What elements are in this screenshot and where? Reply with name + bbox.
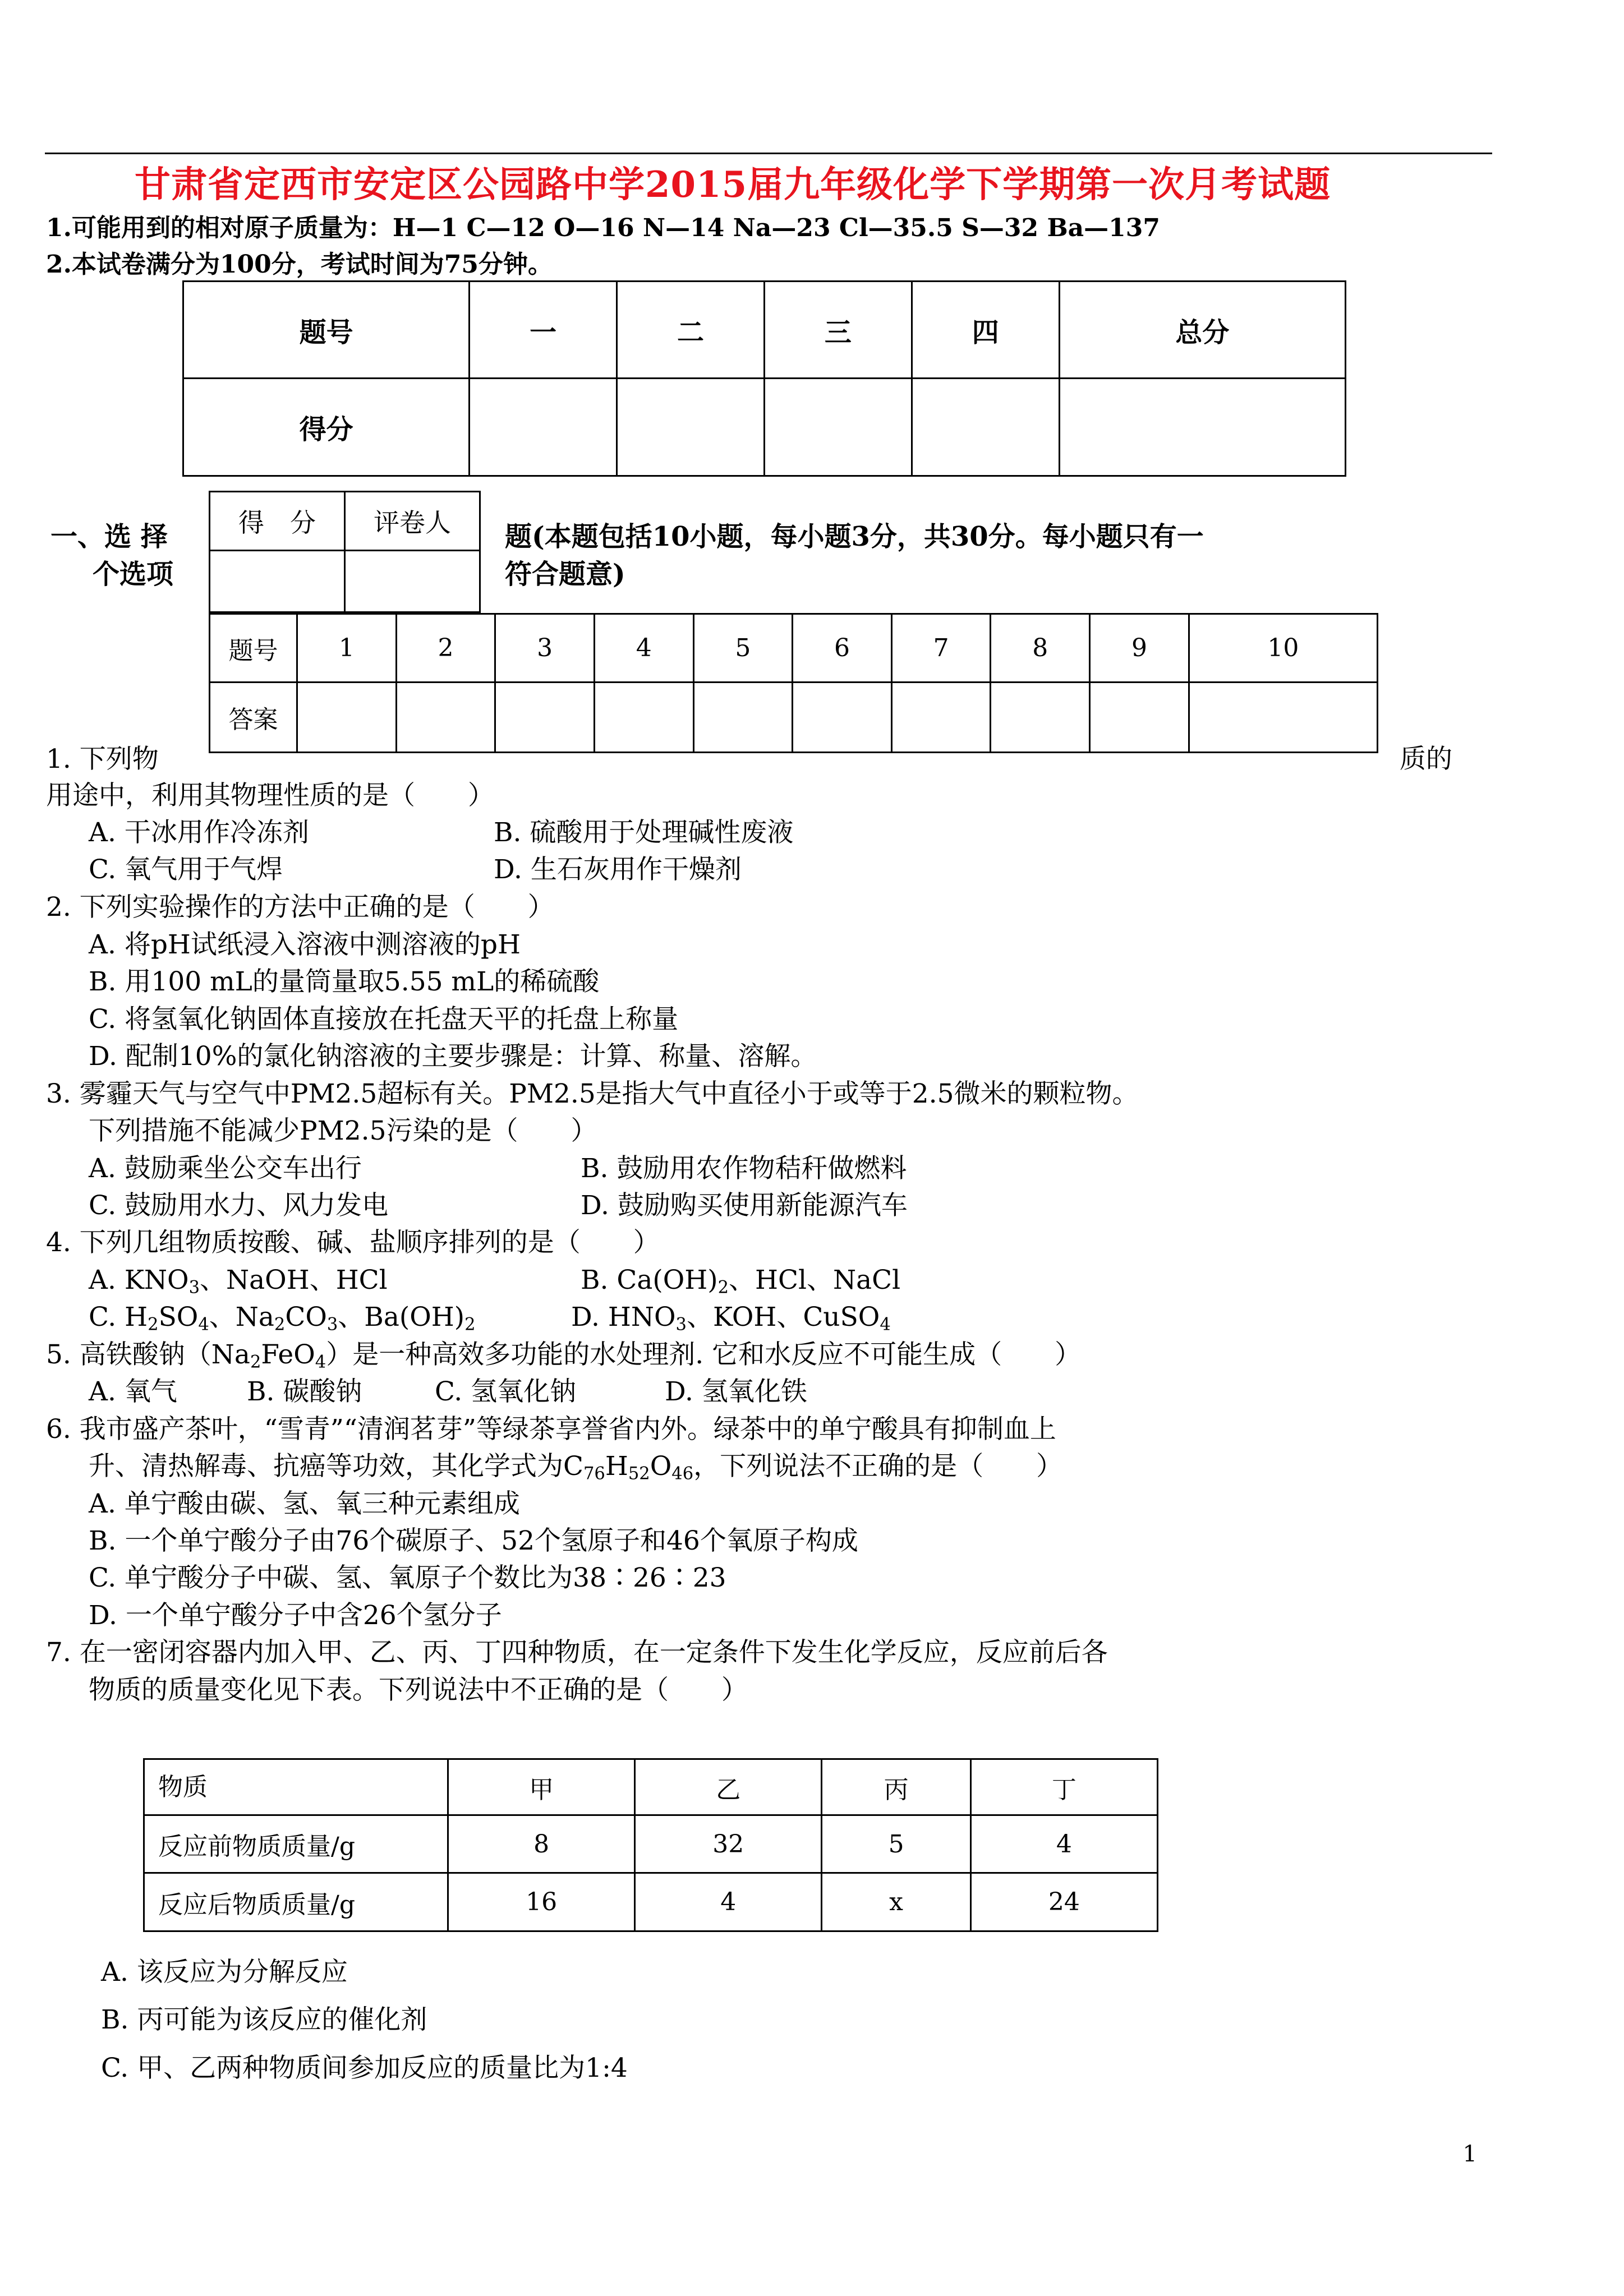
answer-number: 4: [594, 614, 693, 683]
answer-number: 8: [991, 614, 1090, 683]
q6-option-d: D. 一个单宁酸分子中含26个氢分子: [89, 1600, 502, 1631]
answer-cell[interactable]: [396, 683, 495, 753]
score-cell[interactable]: [1059, 379, 1345, 476]
q7-table-cell: 5: [822, 1815, 970, 1873]
q4-option-d: D. $HNO_3$、KOH、CuSO$_4$: [571, 1302, 891, 1335]
q3-option-c: C. 鼓励用水力、风力发电: [89, 1190, 389, 1221]
score-header-cell: 三: [764, 282, 912, 379]
score-cell[interactable]: [912, 379, 1059, 476]
page-number: 1: [1462, 2141, 1477, 2167]
q5-option-c: C. 氢氧化钠: [435, 1376, 577, 1407]
q3-option-b: B. 鼓励用农作物秸秆做燃料: [581, 1153, 907, 1184]
answer-cell[interactable]: [891, 683, 991, 753]
q7-stem-2: 物质的质量变化见下表。下列说法中不正确的是（ ）: [89, 1675, 748, 1705]
answer-number: 2: [396, 614, 495, 683]
answer-cell[interactable]: [793, 683, 892, 753]
q1-option-b: B. 硫酸用于处理碱性废液: [494, 817, 794, 848]
q4-option-a: A. $KNO_3$、NaOH、HCl: [89, 1265, 388, 1298]
q7-table-row-label: 反应后物质质量/g: [144, 1873, 448, 1931]
answer-cell[interactable]: [1090, 683, 1189, 753]
q4-option-c: C. $H_2SO_4$、$Na_2CO_3$、$Ba(OH)_2$: [89, 1302, 476, 1335]
q2-option-c: C. 将氢氧化钠固体直接放在托盘天平的托盘上称量: [89, 1004, 679, 1035]
answer-table: [209, 613, 1378, 753]
q1-stem-end: 质的: [1400, 744, 1452, 774]
q7-table-header: 物质: [144, 1759, 448, 1815]
grader-header: 评卷人: [345, 492, 480, 551]
q1-option-c: C. 氧气用于气焊: [89, 854, 283, 885]
q4-stem: 4. 下列几组物质按酸、碱、盐顺序排列的是（ ）: [46, 1227, 660, 1258]
q3-option-d: D. 鼓励购买使用新能源汽车: [581, 1190, 908, 1221]
answer-cell[interactable]: [495, 683, 595, 753]
q3-stem-2: 下列措施不能减少PM2.5污染的是（ ）: [89, 1115, 597, 1146]
answer-number: 7: [891, 614, 991, 683]
q2-option-d: D. 配制10%的氯化钠溶液的主要步骤是：计算、称量、溶解。: [89, 1041, 817, 1072]
q7-table-cell: 4: [635, 1873, 822, 1931]
q7-table-row-label: 反应前物质质量/g: [144, 1815, 448, 1873]
answer-row-label: 题号: [210, 614, 297, 683]
score-cell[interactable]: [764, 379, 912, 476]
section1-heading-1: 一、选 择: [50, 521, 168, 552]
section1-description-2: 符合题意): [505, 559, 625, 590]
q6-option-c: C. 单宁酸分子中碳、氢、氧原子个数比为38∶26∶23: [89, 1562, 726, 1593]
score-table: [182, 280, 1346, 477]
q2-option-a: A. 将pH试纸浸入溶液中测溶液的pH: [89, 929, 521, 960]
q5-stem: 5. 高铁酸钠$(Na_2FeO_4)$是一种高效多功能的水处理剂. 它和水反应不可能生成（ ）: [46, 1339, 1082, 1372]
page-title: 甘肃省定西市安定区公园路中学2015届九年级化学下学期第一次月考试题: [135, 164, 1331, 206]
q6-stem-1: 6. 我市盛产茶叶，“雪青”“清润茗芽”等绿茶享誉省内外。绿茶中的单宁酸具有抑制血上: [46, 1414, 1056, 1445]
answer-cell[interactable]: [991, 683, 1090, 753]
grader-header: 得 分: [210, 492, 345, 551]
score-header-cell: 二: [617, 282, 765, 379]
q4-option-b: B. $Ca(OH)_2$、HCl、NaCl: [581, 1265, 901, 1298]
q1-stem: 用途中，利用其物理性质的是（ ）: [46, 780, 494, 811]
section1-heading-2: 个选项: [93, 559, 174, 590]
q1-option-d: D. 生石灰用作干燥剂: [494, 854, 742, 885]
q7-data-table: [143, 1758, 1158, 1932]
score-cell[interactable]: [617, 379, 765, 476]
q3-option-a: A. 鼓励乘坐公交车出行: [89, 1153, 362, 1184]
q2-stem: 2. 下列实验操作的方法中正确的是（ ）: [46, 892, 554, 923]
q6-option-a: A. 单宁酸由碳、氢、氧三种元素组成: [89, 1488, 520, 1519]
q1-option-a: A. 干冰用作冷冻剂: [89, 817, 309, 848]
score-header-cell: 总分: [1059, 282, 1345, 379]
answer-row-label: 答案: [210, 683, 297, 753]
q5-option-a: A. 氧气: [89, 1376, 177, 1407]
q7-table-header: 丁: [970, 1759, 1157, 1815]
q7-table-cell: x: [822, 1873, 970, 1931]
score-header-cell: 一: [470, 282, 617, 379]
q7-table-header: 乙: [635, 1759, 822, 1815]
answer-cell[interactable]: [1189, 683, 1377, 753]
q1-stem-start: 1. 下列物: [46, 744, 159, 774]
note-exam-info: 2.本试卷满分为100分，考试时间为75分钟。: [46, 250, 553, 279]
score-row-label: 得分: [183, 379, 470, 476]
answer-number: 1: [297, 614, 397, 683]
q7-option-c: C. 甲、乙两种物质间参加反应的质量比为1:4: [101, 2053, 628, 2083]
q7-table-cell: 16: [448, 1873, 635, 1931]
answer-number: 10: [1189, 614, 1377, 683]
answer-number: 3: [495, 614, 595, 683]
section1-description-1: 题(本题包括10小题，每小题3分，共30分。每小题只有一: [505, 521, 1204, 552]
q7-table-header: 丙: [822, 1759, 970, 1815]
q6-option-b: B. 一个单宁酸分子由76个碳原子、52个氢原子和46个氧原子构成: [89, 1525, 858, 1556]
q7-table-cell: 4: [970, 1815, 1157, 1873]
score-header-cell: 题号: [183, 282, 470, 379]
answer-number: 5: [693, 614, 793, 683]
q5-option-d: D. 氢氧化铁: [665, 1376, 807, 1407]
answer-cell[interactable]: [594, 683, 693, 753]
q7-table-cell: 8: [448, 1815, 635, 1873]
note-atomic-masses: 1.可能用到的相对原子质量为：H—1 C—12 O—16 N—14 Na—23 Cl—35.5 S—32 Ba—137: [46, 214, 1161, 242]
answer-number: 9: [1090, 614, 1189, 683]
q7-table-cell: 24: [970, 1873, 1157, 1931]
q7-table-cell: 32: [635, 1815, 822, 1873]
q6-stem-2: 升、清热解毒、抗癌等功效，其化学式为$C_{76}H_{52}O_{46}$，下列说法不正确的是（ ）: [89, 1451, 1063, 1484]
header-rule: [45, 153, 1492, 154]
q7-table-header: 甲: [448, 1759, 635, 1815]
q7-option-a: A. 该反应为分解反应: [101, 1957, 348, 1988]
q2-option-b: B. 用100 mL的量筒量取5.55 mL的稀硫酸: [89, 966, 600, 997]
q5-option-b: B. 碳酸钠: [247, 1376, 362, 1407]
answer-cell[interactable]: [693, 683, 793, 753]
score-header-cell: 四: [912, 282, 1059, 379]
q7-stem-1: 7. 在一密闭容器内加入甲、乙、丙、丁四种物质，在一定条件下发生化学反应，反应前后各: [46, 1637, 1108, 1668]
q3-stem-1: 3. 雾霾天气与空气中PM2.5超标有关。PM2.5是指大气中直径小于或等于2.5微米的颗粒物。: [46, 1078, 1139, 1109]
grader-table: [209, 491, 481, 613]
answer-cell[interactable]: [297, 683, 397, 753]
q7-option-b: B. 丙可能为该反应的催化剂: [101, 2004, 427, 2035]
grader-cell[interactable]: [345, 551, 480, 612]
grader-cell[interactable]: [210, 551, 345, 612]
score-cell[interactable]: [470, 379, 617, 476]
answer-number: 6: [793, 614, 892, 683]
